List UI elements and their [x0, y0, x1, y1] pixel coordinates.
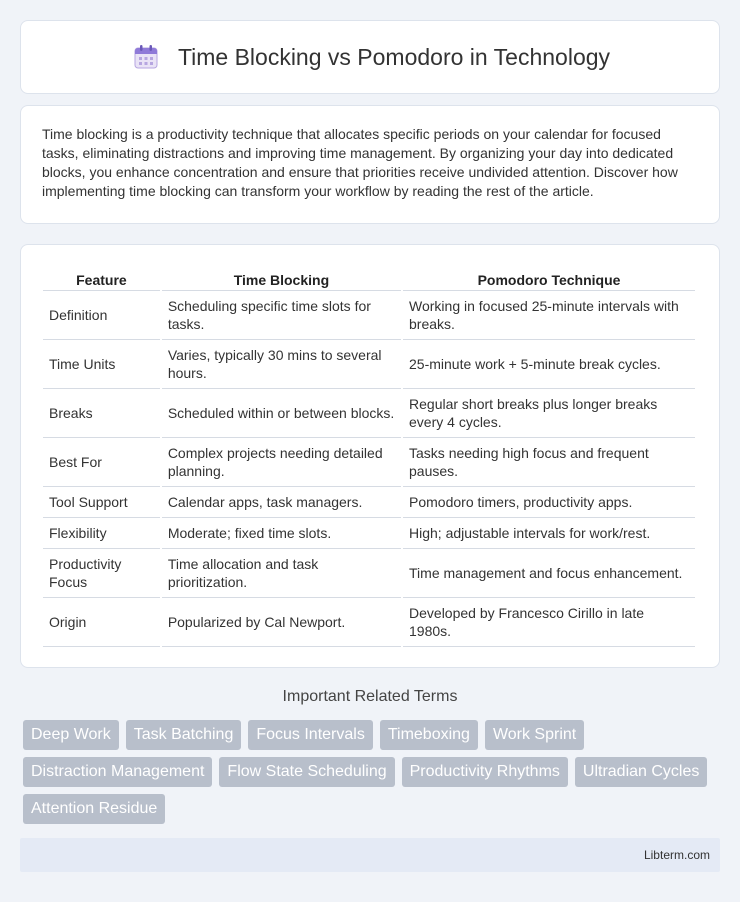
tag-attention-residue[interactable]: Attention Residue	[23, 794, 165, 824]
table-cell: Tool Support	[43, 487, 160, 518]
header	[130, 41, 610, 73]
table-cell: Best For	[43, 438, 160, 487]
footer-brand[interactable]: Libterm.com	[643, 848, 710, 862]
table-row	[43, 340, 695, 389]
tag-focus-intervals[interactable]: Focus Intervals	[248, 720, 372, 750]
column-header-feature: Feature	[43, 265, 160, 291]
table-cell: Calendar apps, task managers.	[162, 487, 401, 518]
tag-timeboxing[interactable]: Timeboxing	[380, 720, 478, 750]
table-row	[43, 598, 695, 647]
column-header-pomodoro: Pomodoro Technique	[403, 265, 695, 291]
table-cell: 25-minute work + 5-minute break cycles.	[403, 340, 695, 389]
intro-text: Time blocking is a productivity technique that allocates specific periods on your calendar for focused tasks, eliminating distractions and improving time management. By organizing your day into dedicated blocks, you enhance concentration and ensure that priorities receive undivided attention. Discover how implementing time blocking can transform your workflow by reading the rest of the article.	[42, 126, 678, 199]
page-title: Time Blocking vs Pomodoro in Technology	[177, 43, 611, 70]
header-card	[20, 20, 720, 94]
table-cell: Scheduling specific time slots for tasks.	[162, 291, 401, 340]
table-cell: Breaks	[43, 389, 160, 438]
column-header-time-blocking: Time Blocking	[162, 265, 401, 291]
table-cell: Scheduled within or between blocks.	[162, 389, 401, 438]
table-row	[43, 487, 695, 518]
tag-work-sprint[interactable]: Work Sprint	[485, 720, 584, 750]
table-cell: Popularized by Cal Newport.	[162, 598, 401, 647]
table-cell: Pomodoro timers, productivity apps.	[403, 487, 695, 518]
tag-deep-work[interactable]: Deep Work	[23, 720, 119, 750]
table-cell: Flexibility	[43, 518, 160, 549]
table-cell: Origin	[43, 598, 160, 647]
tag-task-batching[interactable]: Task Batching	[126, 720, 242, 750]
tag-productivity-rhythms[interactable]: Productivity Rhythms	[402, 757, 568, 787]
table-cell: High; adjustable intervals for work/rest.	[403, 518, 695, 549]
intro-card	[20, 105, 720, 224]
table-cell: Working in focused 25-minute intervals with breaks.	[403, 291, 695, 340]
table-cell: Complex projects needing detailed planning.	[162, 438, 401, 487]
table-cell: Moderate; fixed time slots.	[162, 518, 401, 549]
tag-row	[23, 720, 723, 750]
comparison-table	[41, 265, 697, 647]
table-row	[43, 438, 695, 487]
table-cell: Definition	[43, 291, 160, 340]
table-cell: Developed by Francesco Cirillo in late 1980s.	[403, 598, 695, 647]
tag-distraction-management[interactable]: Distraction Management	[23, 757, 212, 787]
table-cell: Time management and focus enhancement.	[403, 549, 695, 598]
tag-ultradian-cycles[interactable]: Ultradian Cycles	[575, 757, 707, 787]
table-header-row	[43, 265, 695, 291]
table-cell: Tasks needing high focus and frequent pauses.	[403, 438, 695, 487]
table-row	[43, 291, 695, 340]
calendar-icon	[130, 41, 162, 73]
table-row	[43, 518, 695, 549]
tag-row	[23, 794, 723, 824]
footer	[20, 838, 720, 872]
comparison-table-card	[20, 244, 720, 668]
related-terms	[23, 720, 723, 831]
tag-flow-state-scheduling[interactable]: Flow State Scheduling	[219, 757, 394, 787]
table-cell: Varies, typically 30 mins to several hours.	[162, 340, 401, 389]
table-row	[43, 549, 695, 598]
related-terms-title: Important Related Terms	[282, 688, 458, 705]
tag-row	[23, 757, 723, 787]
table-cell: Time allocation and task prioritization.	[162, 549, 401, 598]
table-cell: Regular short breaks plus longer breaks every 4 cycles.	[403, 389, 695, 438]
table-row	[43, 389, 695, 438]
table-cell: Time Units	[43, 340, 160, 389]
table-cell: Productivity Focus	[43, 549, 160, 598]
